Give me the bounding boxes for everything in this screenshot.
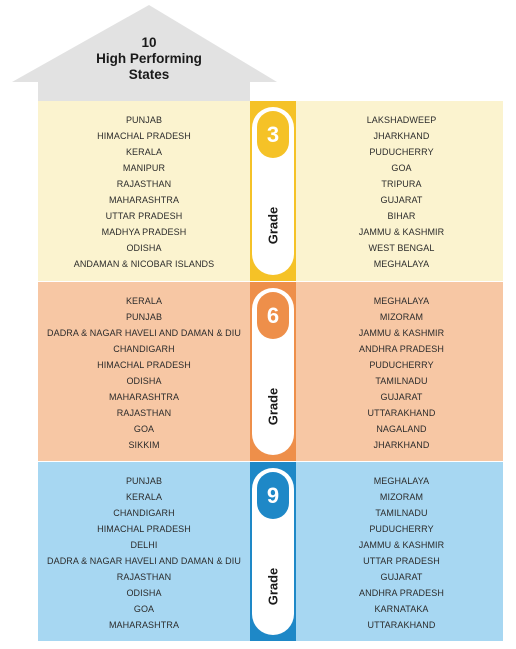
state-item: PUNJAB [125, 312, 163, 322]
grade-3-left-column [38, 101, 250, 281]
state-item: GUJARAT [380, 195, 423, 205]
state-item: RAJASTHAN [116, 572, 172, 582]
header-count: 10 [141, 35, 157, 50]
grade-6-number-badge: 6 [257, 292, 289, 339]
state-item: MEGHALAYA [373, 476, 430, 486]
state-item: CHANDIGARH [113, 508, 175, 518]
state-item: TAMILNADU [375, 508, 428, 518]
state-item: CHANDIGARH [113, 344, 175, 354]
state-item: NAGALAND [376, 424, 427, 434]
state-item: TAMILNADU [375, 376, 428, 386]
grade-6-right-column [300, 282, 503, 461]
state-item: ANDHRA PRADESH [359, 588, 444, 598]
state-item: PUNJAB [125, 476, 163, 486]
state-item: ODISHA [126, 588, 162, 598]
state-item: PUDUCHERRY [369, 524, 434, 534]
state-item: UTTARAKHAND [367, 620, 436, 630]
grade-3-number-badge: 3 [257, 111, 289, 158]
grade-9-pill [252, 468, 294, 635]
state-item: TRIPURA [381, 179, 422, 189]
grade-6-spine [250, 282, 296, 461]
grade-6-label [252, 366, 294, 446]
state-item: MANIPUR [122, 163, 166, 173]
grade-6-left-column [38, 282, 250, 461]
state-item: HIMACHAL PRADESH [97, 524, 191, 534]
state-item: KERALA [125, 147, 163, 157]
grade-9-spine [250, 462, 296, 641]
state-item: MEGHALAYA [373, 259, 430, 269]
state-item: PUDUCHERRY [369, 147, 434, 157]
state-item: GOA [391, 163, 412, 173]
state-item: JAMMU & KASHMIR [358, 328, 445, 338]
state-item: MAHARASHTRA [108, 620, 180, 630]
state-item: RAJASTHAN [116, 408, 172, 418]
state-item: MAHARASHTRA [108, 195, 180, 205]
state-item: PUDUCHERRY [369, 360, 434, 370]
state-item: MADHYA PRADESH [101, 227, 187, 237]
state-item: GUJARAT [380, 392, 423, 402]
grade-3-pill [252, 107, 294, 275]
state-item: JHARKHAND [373, 440, 430, 450]
grade-3-spine [250, 101, 296, 281]
grade-9-number-badge: 9 [257, 472, 289, 519]
state-item: GOA [133, 604, 155, 614]
state-item: JHARKHAND [373, 131, 430, 141]
state-item: MAHARASHTRA [108, 392, 180, 402]
grade-3-label [252, 185, 294, 265]
state-item: UTTARAKHAND [367, 408, 436, 418]
state-item: HIMACHAL PRADESH [97, 360, 191, 370]
state-item: UTTAR PRADESH [363, 556, 440, 566]
grade-3-right-column [300, 101, 503, 281]
grade-9-left-column [38, 462, 250, 641]
state-item: ANDAMAN & NICOBAR ISLANDS [73, 259, 215, 269]
state-item: MIZORAM [379, 312, 424, 322]
state-item: KARNATAKA [374, 604, 429, 614]
state-item: JAMMU & KASHMIR [358, 227, 445, 237]
grade-6-pill [252, 288, 294, 455]
grade-9-right-column [300, 462, 503, 641]
state-item: PUNJAB [125, 115, 163, 125]
state-item: GUJARAT [380, 572, 423, 582]
header-line2: High Performing [96, 51, 202, 66]
grade-9-label-text: Grade [265, 567, 281, 605]
state-item: MEGHALAYA [373, 296, 430, 306]
state-item: SIKKIM [128, 440, 160, 450]
state-item: DELHI [130, 540, 158, 550]
state-item: KERALA [125, 492, 163, 502]
state-item: KERALA [125, 296, 163, 306]
state-item: DADRA & NAGAR HAVELI AND DAMAN & DIU [47, 556, 241, 566]
state-item: HIMACHAL PRADESH [97, 131, 191, 141]
state-item: ODISHA [126, 243, 162, 253]
state-item: GOA [133, 424, 155, 434]
state-item: RAJASTHAN [116, 179, 172, 189]
header-title [74, 35, 224, 83]
grade-6-label-text: Grade [265, 387, 281, 425]
state-item: MIZORAM [379, 492, 424, 502]
state-item: ODISHA [126, 376, 162, 386]
state-item: JAMMU & KASHMIR [358, 540, 445, 550]
header-line3: States [128, 67, 170, 82]
state-item: WEST BENGAL [368, 243, 435, 253]
state-item: ANDHRA PRADESH [359, 344, 444, 354]
state-item: UTTAR PRADESH [105, 211, 183, 221]
state-item: BIHAR [387, 211, 416, 221]
grade-9-label [252, 546, 294, 626]
state-item: DADRA & NAGAR HAVELI AND DAMAN & DIU [47, 328, 241, 338]
grade-3-label-text: Grade [265, 206, 281, 244]
state-item: LAKSHADWEEP [366, 115, 437, 125]
